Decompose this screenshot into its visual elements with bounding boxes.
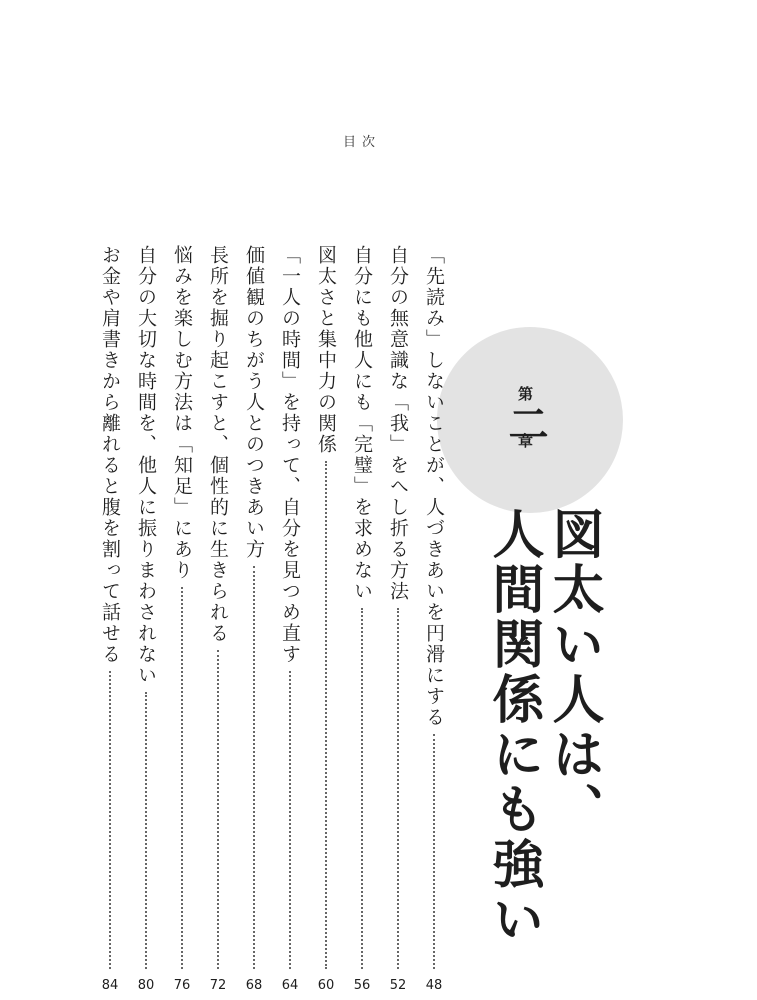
toc-page-number: 56 <box>353 978 371 993</box>
toc-page-number: 72 <box>209 978 227 993</box>
toc-entry-title: お金や肩書きから離れると腹を割って話せる <box>99 245 121 665</box>
toc-entry[interactable] <box>240 245 268 995</box>
toc-leader-dots <box>217 650 219 969</box>
toc-entry-title: 図太さと集中力の関係 <box>315 245 337 455</box>
toc-page-number: 76 <box>173 978 191 993</box>
toc-leader-dots <box>181 587 183 969</box>
toc-entry[interactable] <box>348 245 376 995</box>
toc-entry-title: 自分にも他人にも「完璧」を求めない <box>351 245 373 602</box>
chapter-title <box>483 507 603 947</box>
toc-entry[interactable] <box>312 245 340 995</box>
chapter-number: 二 <box>502 403 548 433</box>
toc-entry[interactable] <box>384 245 412 995</box>
toc-entry-title: 「先読み」しないことが、人づきあいを円滑にする <box>423 245 445 728</box>
toc-entry[interactable] <box>276 245 304 995</box>
toc-leader-dots <box>325 461 327 969</box>
toc-leader-dots <box>361 608 363 969</box>
toc-leader-dots <box>397 608 399 969</box>
toc-page-number: 68 <box>245 978 263 993</box>
toc-page-number: 64 <box>281 978 299 993</box>
chapter-suffix: 章 <box>516 433 534 450</box>
toc-entry[interactable] <box>132 245 160 995</box>
toc-entry-title: 自分の大切な時間を、他人に振りまわされない <box>135 245 157 686</box>
chapter-title-line-1: 図太い人は、 <box>543 507 604 837</box>
toc-leader-dots <box>253 566 255 969</box>
chapter-prefix: 第 <box>516 386 534 403</box>
toc-leader-dots <box>109 671 111 969</box>
toc-entry-title: 価値観のちがう人とのつきあい方 <box>243 245 265 560</box>
toc-entry[interactable] <box>204 245 232 995</box>
toc-leader-dots <box>289 671 291 969</box>
toc-entry-title: 自分の無意識な「我」をへし折る方法 <box>387 245 409 602</box>
toc-entry[interactable] <box>96 245 124 995</box>
toc-entry-title: 悩みを楽しむ方法は「知足」にあり <box>171 245 193 581</box>
toc-entry-title: 長所を掘り起こすと、個性的に生きられる <box>207 245 229 644</box>
toc-page-number: 80 <box>137 978 155 993</box>
toc-page-number: 60 <box>317 978 335 993</box>
chapter-title-line-2: 人間関係にも強い <box>483 507 544 947</box>
toc-entry[interactable] <box>420 245 448 995</box>
toc-page-number: 84 <box>101 978 119 993</box>
toc-entry-title: 「一人の時間」を持って、自分を見つめ直す <box>279 245 301 665</box>
chapter-label <box>502 386 548 450</box>
toc-entry[interactable] <box>168 245 196 995</box>
toc-leader-dots <box>433 734 435 969</box>
toc-page-number: 52 <box>389 978 407 993</box>
page-header: 目次 <box>342 135 381 150</box>
toc-leader-dots <box>145 692 147 969</box>
toc-page-number: 48 <box>425 978 443 993</box>
